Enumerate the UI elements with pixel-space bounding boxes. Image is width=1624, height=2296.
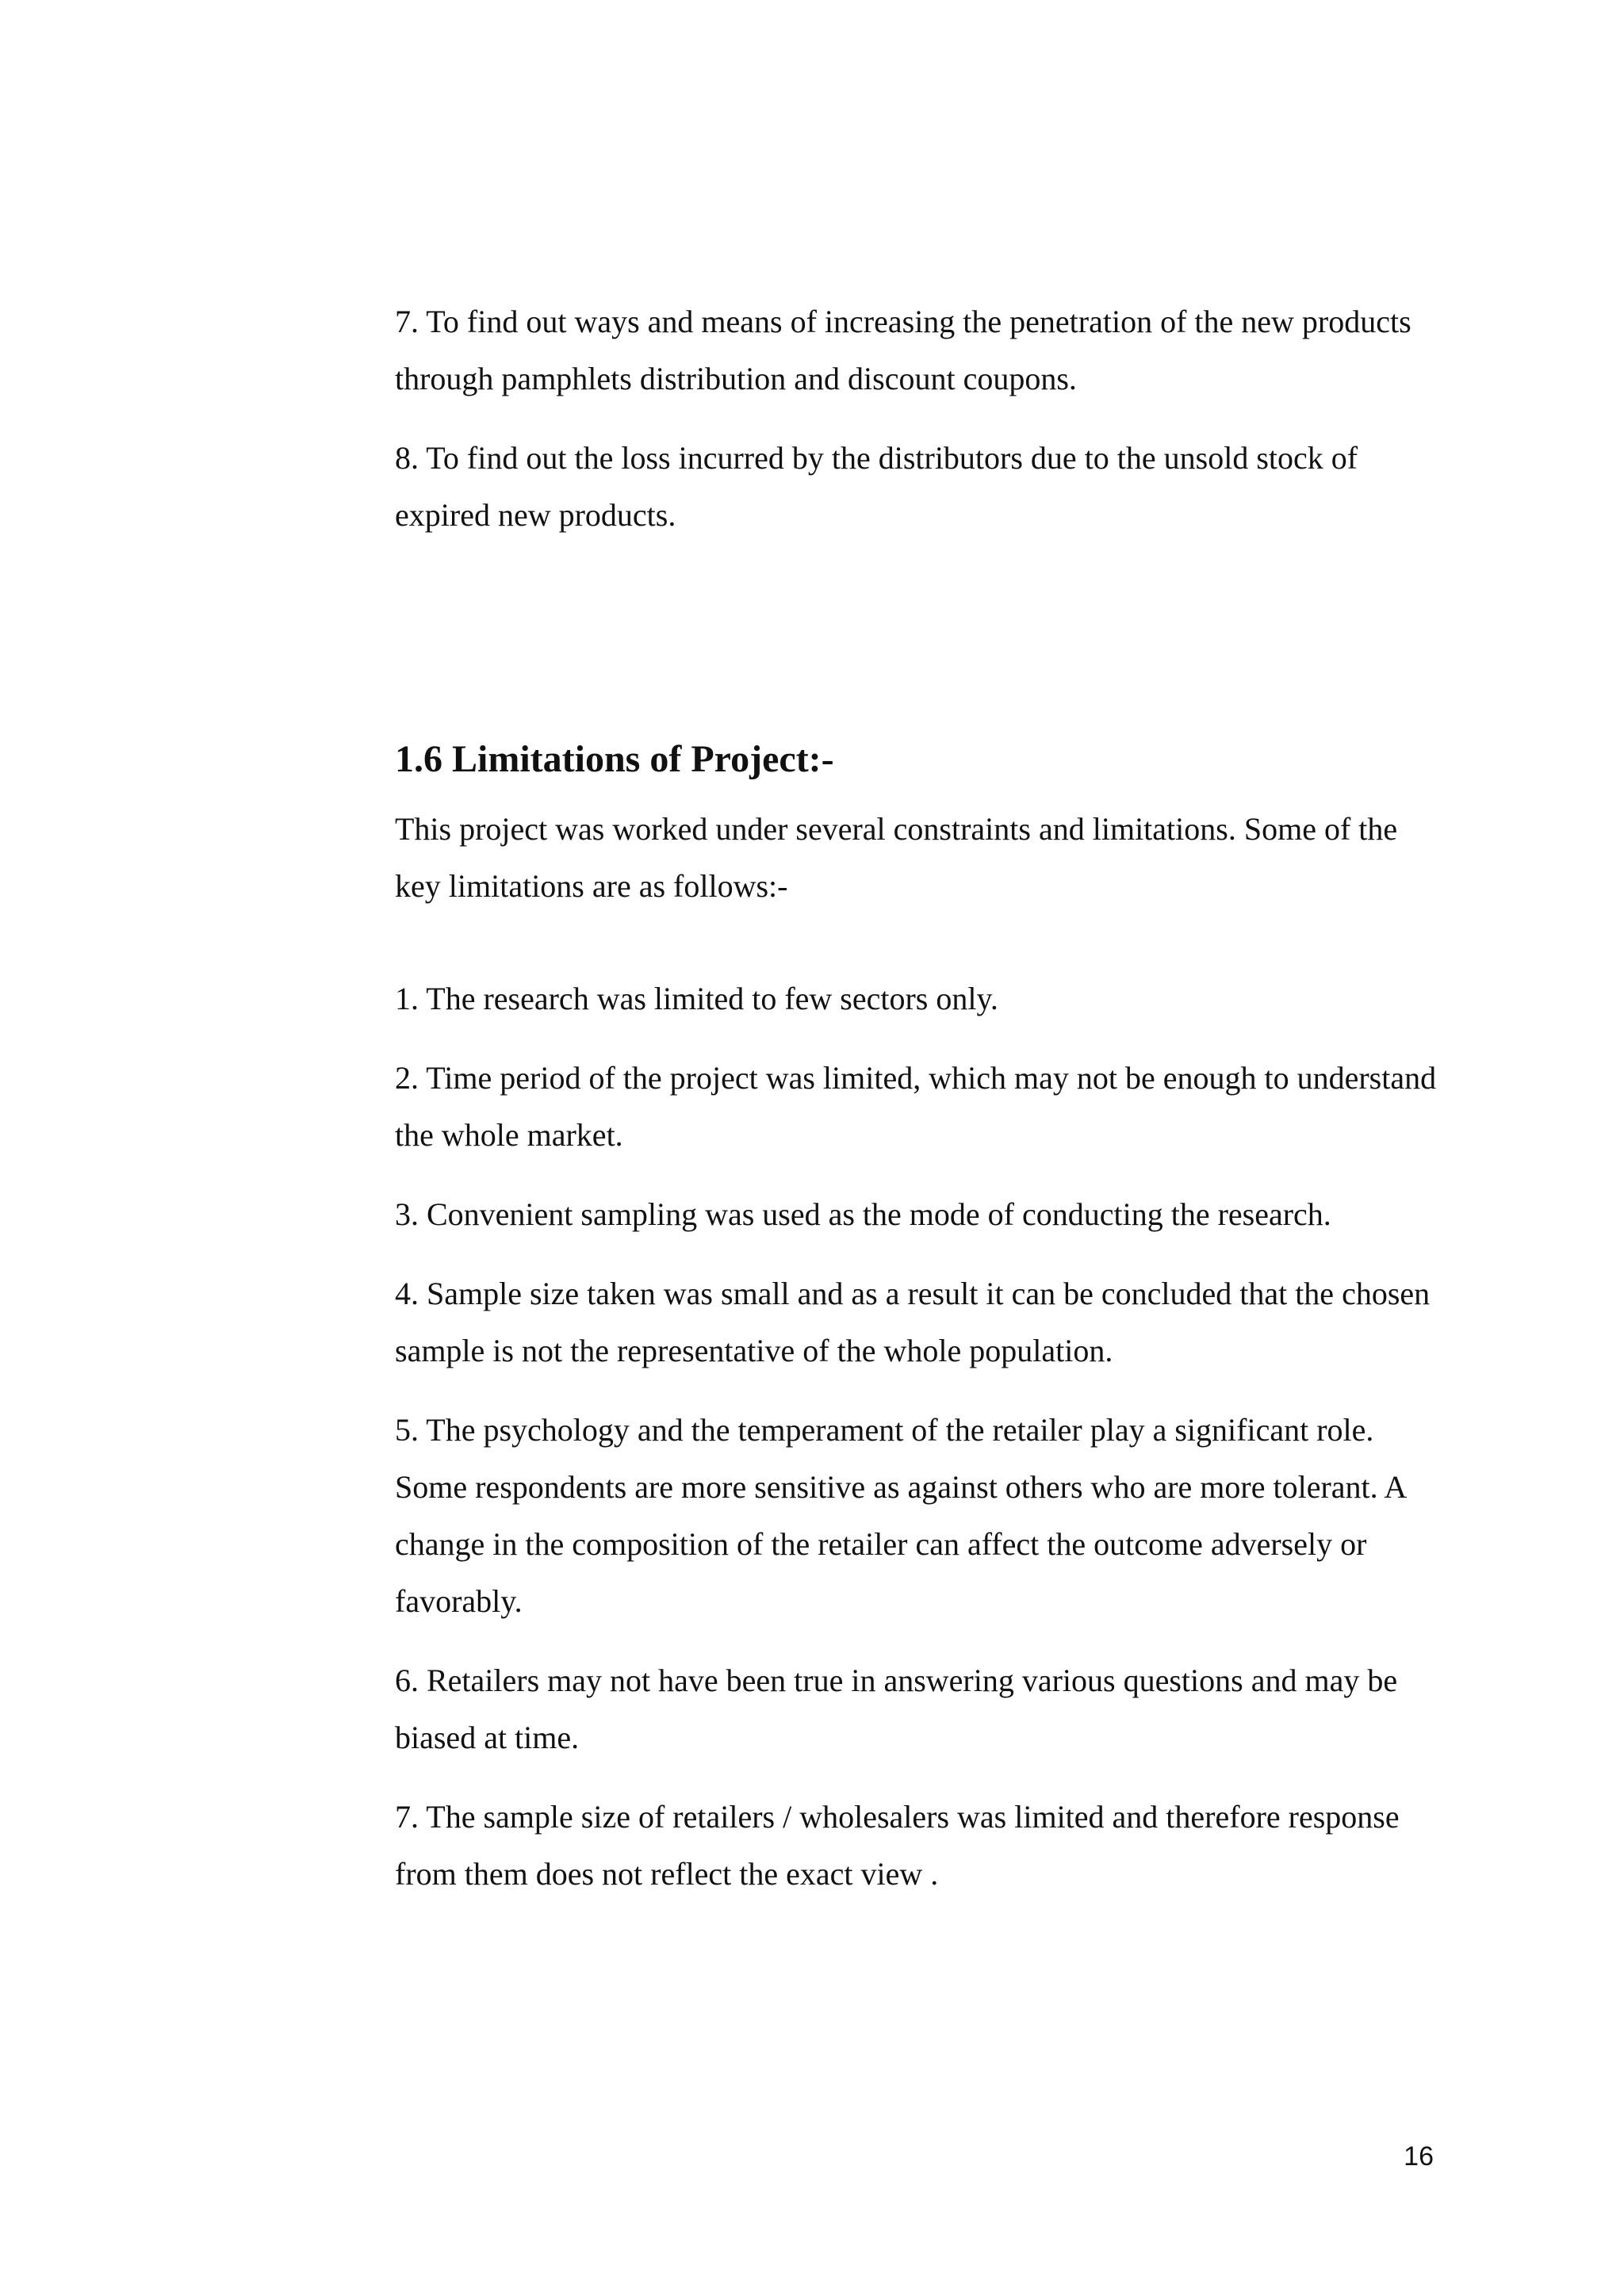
section-heading: 1.6 Limitations of Project:-: [395, 738, 834, 780]
heading-spacer: [395, 783, 1442, 801]
page-number: 16: [1404, 2141, 1434, 2172]
limitation-item-7: 7. The sample size of retailers / wholesalers was limited and therefore response from them does not reflect the exact view .: [395, 1799, 1400, 1892]
limitation-item-6: 6. Retailers may not have been true in answering various questions and may be biased at time.: [395, 1663, 1398, 1755]
objective-item-7: 7. To find out ways and means of increasing the penetration of the new products through pamphlets distribution and discount coupons.: [395, 304, 1411, 396]
objective-item-8: 8. To find out the loss incurred by the distributors due to the unsold stock of expired new products.: [395, 440, 1358, 533]
limitation-item-1: 1. The research was limited to few sectors only.: [395, 981, 998, 1016]
limitation-item-2: 2. Time period of the project was limited, which may not be enough to understand the whole market.: [395, 1060, 1437, 1153]
limitation-item-5: 5. The psychology and the temperament of the retailer play a significant role. Some respondents are more sensitive as against others who are more tolerant. A change in the composition of the retailer can affect the outcome adversely or favorably.: [395, 1412, 1406, 1619]
intro-spacer: [395, 915, 1442, 970]
limitation-item-4: 4. Sample size taken was small and as a result it can be concluded that the chosen sample is not the representative of the whole population.: [395, 1276, 1431, 1368]
limitation-item-3: 3. Convenient sampling was used as the mode of conducting the research.: [395, 1196, 1331, 1232]
section-intro: This project was worked under several constraints and limitations. Some of the key limitations are as follows:-: [395, 811, 1398, 904]
page-content: [395, 293, 1442, 1903]
section-spacer: [395, 544, 1442, 736]
